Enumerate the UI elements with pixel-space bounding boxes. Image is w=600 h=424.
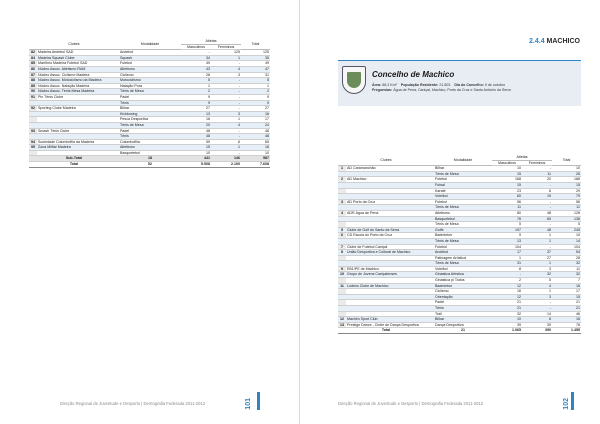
row-index: 82: [31, 50, 35, 55]
male-count: 15: [492, 182, 522, 188]
female-count: 3: [522, 266, 552, 272]
total-row-female: 390: [522, 328, 552, 334]
total-row-male: 5.508: [181, 162, 211, 168]
club-name: Madeira Andebol SAD: [37, 50, 119, 56]
right-page-bar: [571, 392, 574, 410]
female-count: 125: [211, 50, 241, 56]
club-name: Machim Sport Club: [346, 317, 434, 323]
female-count: 11: [522, 171, 552, 177]
club-name: Ludens Clube de Machico: [346, 283, 434, 289]
female-count: 6: [211, 139, 241, 145]
female-count: 48: [522, 210, 552, 216]
modality: Futebol: [434, 199, 492, 205]
row-index: 87: [31, 72, 35, 77]
modality: Padel: [119, 94, 181, 100]
right-table-body: [338, 166, 581, 334]
row-index: 10: [340, 272, 344, 277]
total-count: 27: [241, 106, 270, 112]
row-index: 89: [31, 83, 35, 88]
total-count: 16: [552, 317, 581, 323]
female-count: 1: [211, 117, 241, 123]
modality: Patinagem Artística: [434, 255, 492, 261]
total-count: 54: [552, 250, 581, 256]
right-clubs-table: [338, 155, 581, 334]
total-count: 15: [552, 182, 581, 188]
female-count: 4: [522, 283, 552, 289]
female-count: 19: [522, 194, 552, 200]
row-index: 85: [31, 61, 35, 66]
club-name: ADR Água de Pena: [346, 210, 434, 216]
row-index: 90: [31, 89, 35, 94]
row-index: 1: [338, 166, 346, 172]
chapter-title: MACHICO: [546, 38, 580, 45]
modality: Pesca Desportiva: [119, 117, 181, 123]
male-count: 10: [492, 317, 522, 323]
header-modalidade: Modalidade: [119, 39, 181, 50]
row-index: 6: [338, 233, 346, 239]
female-count: -: [211, 83, 241, 89]
total-count: 9: [241, 100, 270, 106]
male-count: 104: [492, 244, 522, 250]
total-count: 245: [552, 227, 581, 233]
total-count: 136: [552, 216, 581, 222]
total-count: 10: [241, 150, 270, 156]
total-count: 78: [552, 322, 581, 328]
header-femininos: Femininos: [522, 160, 552, 166]
male-count: 9: [181, 94, 211, 100]
total-count: 21: [552, 306, 581, 312]
male-count: 23: [492, 188, 522, 194]
club-name: Clube de Futebol Caniçal: [346, 244, 434, 250]
total-count: 125: [241, 50, 270, 56]
female-count: 3: [211, 111, 241, 117]
total-row-modalities: 21: [434, 328, 492, 334]
modality: Columbofilia: [119, 139, 181, 145]
female-count: -: [211, 134, 241, 140]
area-label: Área:: [372, 83, 382, 87]
area-value: 68,3 Km²: [382, 83, 397, 87]
modality: Atletismo: [119, 145, 181, 151]
subtotal-row-label: Sub-Total: [29, 156, 119, 162]
female-count: -: [522, 300, 552, 306]
modality: Voleibol: [434, 194, 492, 200]
male-count: 1: [181, 83, 211, 89]
male-count: 20: [181, 122, 211, 128]
total-count: 21: [552, 300, 581, 306]
male-count: 9: [181, 100, 211, 106]
male-count: 13: [181, 111, 211, 117]
total-count: 24: [241, 122, 270, 128]
total-count: 46: [552, 311, 581, 317]
total-count: 56: [552, 199, 581, 205]
modality: Ciclismo: [434, 289, 492, 295]
female-count: -: [211, 94, 241, 100]
female-count: 3: [211, 72, 241, 78]
male-count: 48: [181, 128, 211, 134]
row-index: 11: [338, 283, 346, 289]
female-count: 1: [211, 145, 241, 151]
female-count: 4: [211, 66, 241, 72]
modality: Motociclismo: [119, 78, 181, 84]
total-count: 11: [552, 205, 581, 211]
population-value: 21.803: [439, 83, 451, 87]
modality: Orientação: [434, 294, 492, 300]
female-count: 1: [211, 55, 241, 61]
modality: Basquetebol: [434, 216, 492, 222]
total-row: [29, 162, 270, 168]
male-count: 31: [492, 261, 522, 267]
total-row-total: 7.608: [241, 162, 270, 168]
header-modalidade: Modalidade: [434, 155, 492, 166]
male-count: 15: [181, 145, 211, 151]
header-clubes: Clubes: [29, 39, 119, 50]
club-name: Clube de Golf do Santo da Serra: [346, 227, 434, 233]
female-count: -: [211, 128, 241, 134]
club-name: Núcleo Assoc. Ciclismo Madeira: [37, 72, 119, 78]
male-count: 12: [492, 283, 522, 289]
club-name: Pin Ténis Clube: [37, 94, 119, 100]
modality: Basquetebol: [119, 150, 181, 156]
female-count: 1: [522, 233, 552, 239]
left-page-bar: [257, 392, 260, 410]
male-count: 8: [492, 266, 522, 272]
subtotal-row-male: 441: [181, 156, 211, 162]
row-index: 93: [31, 128, 35, 133]
female-count: -: [211, 61, 241, 67]
club-name: AD Machico: [346, 177, 434, 183]
club-name: Sociedade Columbófila da Madeira: [37, 139, 119, 145]
female-count: -: [522, 222, 552, 228]
male-count: 39: [492, 322, 522, 328]
total-count: 32: [552, 272, 581, 278]
club-name: Prestige Dance - Clube de Dança Desportiva: [346, 322, 434, 328]
chapter-number: 2.4.4: [529, 38, 545, 45]
male-count: 28: [181, 72, 211, 78]
female-count: -: [522, 205, 552, 211]
male-count: 21: [492, 300, 522, 306]
male-count: 12: [492, 294, 522, 300]
club-name: CD Escola do Porto da Cruz: [346, 233, 434, 239]
subtotal-row: [29, 156, 270, 162]
total-count: 48: [241, 134, 270, 140]
modality: Bilhar: [434, 166, 492, 172]
header-total: Total: [552, 155, 581, 166]
male-count: 11: [492, 205, 522, 211]
row-index: 13: [340, 322, 344, 327]
row-index: 12: [340, 317, 344, 322]
total-count: 5: [552, 222, 581, 228]
male-count: 17: [492, 250, 522, 256]
footer-left-text: Direção Regional de Juventude e Desporto | Demografia Federada 2011-2012: [60, 401, 206, 406]
row-index: 5: [338, 227, 346, 233]
female-count: -: [522, 182, 552, 188]
modality: Squash: [119, 55, 181, 61]
modality: Futebol: [434, 244, 492, 250]
header-atletas: Atletas: [181, 39, 241, 44]
male-count: 80: [492, 210, 522, 216]
club-name: Núcleo Assoc. Atletismo RAM: [37, 66, 119, 72]
total-count: 16: [552, 283, 581, 289]
female-count: 39: [522, 322, 552, 328]
subtotal-row-total: 587: [241, 156, 270, 162]
total-count: 5: [241, 78, 270, 84]
modality: Andebol: [119, 50, 181, 56]
total-count: 65: [241, 139, 270, 145]
concelho-info-box: [338, 60, 581, 106]
row-index: 92: [31, 106, 35, 111]
female-count: 1: [522, 238, 552, 244]
modality: Ténis de Mesa: [434, 205, 492, 211]
female-count: -: [522, 166, 552, 172]
header-total: Total: [241, 39, 270, 50]
crest-icon: [342, 66, 366, 94]
modality: Ténis de Mesa: [434, 261, 492, 267]
modality: Ténis: [119, 134, 181, 140]
modality: Futebol: [119, 61, 181, 67]
male-count: 76: [492, 216, 522, 222]
total-count: 2: [241, 89, 270, 95]
club-name: União Desportiva e Cultural de Machico: [346, 250, 434, 256]
male-count: 60: [492, 194, 522, 200]
total-count: 48: [241, 128, 270, 134]
female-count: 37: [522, 250, 552, 256]
modality: Badminton: [434, 283, 492, 289]
total-count: 26: [552, 171, 581, 177]
female-count: -: [522, 199, 552, 205]
total-row-total: 1.455: [552, 328, 581, 334]
modality: Ténis: [434, 306, 492, 312]
row-index: 86: [31, 66, 35, 71]
modality: Ténis: [119, 100, 181, 106]
male-count: 168: [492, 177, 522, 183]
club-name: AD Porto da Cruz: [346, 199, 434, 205]
female-count: 32: [522, 272, 552, 278]
total-count: 104: [552, 244, 581, 250]
modality: Ténis de Mesa: [119, 89, 181, 95]
day-label: Dia do Concelho:: [454, 83, 484, 87]
total-row-label: Total: [29, 162, 119, 168]
male-count: 49: [181, 61, 211, 67]
total-count: 9: [241, 94, 270, 100]
male-count: 34: [181, 55, 211, 61]
female-count: 20: [522, 177, 552, 183]
club-name: Grupo de Jovens Caniçalenses: [346, 272, 434, 278]
club-name: Madeira Squash Clube: [37, 55, 119, 61]
total-row-modalities: 52: [119, 162, 181, 168]
male-count: 10: [492, 166, 522, 172]
modality: Badminton: [434, 233, 492, 239]
modality: Andebol: [434, 250, 492, 256]
row-index: 88: [31, 78, 35, 83]
total-row-label: Total: [338, 328, 434, 334]
male-count: 21: [492, 306, 522, 312]
male-count: 1: [492, 255, 522, 261]
modality: Ténis de Mesa: [434, 171, 492, 177]
male-count: -: [492, 272, 522, 278]
modality: Ténis de Mesa: [434, 238, 492, 244]
total-count: 47: [241, 66, 270, 72]
male-count: 32: [492, 311, 522, 317]
concelho-details: [372, 83, 572, 93]
female-count: -: [522, 244, 552, 250]
total-count: 29: [552, 188, 581, 194]
day-value: 9 de outubro: [484, 83, 506, 87]
female-count: 60: [522, 216, 552, 222]
left-table-body: [29, 50, 270, 167]
modality: Padel: [119, 128, 181, 134]
female-count: -: [211, 89, 241, 95]
total-count: 128: [552, 210, 581, 216]
right-page-number: 102: [563, 398, 570, 410]
male-count: 56: [492, 199, 522, 205]
modality: Padel: [434, 300, 492, 306]
row-index: 3: [338, 199, 346, 205]
male-count: 48: [181, 134, 211, 140]
female-count: 48: [522, 227, 552, 233]
club-name: Smash Ténis Clube: [37, 128, 119, 134]
modality: Ginástica p/ Todos: [434, 278, 492, 284]
club-name: Núcleo Assoc. Natação Madeira: [37, 83, 119, 89]
female-count: 4: [211, 122, 241, 128]
row-index: 4: [338, 210, 346, 216]
population-label: População Residente:: [400, 83, 439, 87]
modality: Trail: [434, 311, 492, 317]
male-count: 10: [181, 150, 211, 156]
club-name: Sporting Clube Madeira: [37, 106, 119, 112]
female-count: 14: [522, 311, 552, 317]
female-count: 1: [522, 261, 552, 267]
total-count: 7: [552, 278, 581, 284]
total-count: 32: [552, 261, 581, 267]
female-count: 6: [522, 317, 552, 323]
total-count: 188: [552, 177, 581, 183]
female-count: -: [211, 150, 241, 156]
total-count: 10: [552, 233, 581, 239]
header-masculinos: Masculinos: [492, 160, 522, 166]
parishes-label: Freguesias:: [372, 88, 393, 92]
total-count: 79: [552, 194, 581, 200]
female-count: 1: [522, 289, 552, 295]
row-index: 7: [338, 244, 346, 250]
modality: Golfe: [434, 227, 492, 233]
male-count: -: [181, 50, 211, 56]
female-count: -: [211, 78, 241, 84]
modality: Kickboxing: [119, 111, 181, 117]
modality: Atletismo: [434, 210, 492, 216]
male-count: 2: [181, 89, 211, 95]
total-count: 31: [241, 72, 270, 78]
female-count: -: [211, 106, 241, 112]
header-atletas: Atletas: [492, 155, 552, 160]
male-count: 59: [181, 139, 211, 145]
male-count: 197: [492, 227, 522, 233]
female-count: 6: [522, 188, 552, 194]
row-index: 91: [31, 94, 35, 99]
modality: Futebol: [434, 177, 492, 183]
male-count: 27: [181, 106, 211, 112]
total-count: 10: [552, 166, 581, 172]
concelho-title: Concelho de Machico: [372, 70, 455, 79]
total-row: [338, 328, 581, 334]
male-count: 16: [492, 289, 522, 295]
footer-right-text: Direção Regional de Juventude e Desporto | Demografia Federada 2011-2012: [338, 401, 484, 406]
female-count: 27: [522, 255, 552, 261]
total-count: 1: [241, 83, 270, 89]
total-count: 28: [552, 255, 581, 261]
total-count: 35: [241, 55, 270, 61]
male-count: 5: [492, 222, 522, 228]
row-index: 2: [338, 177, 346, 183]
club-name: EB1/PE de Machico: [346, 266, 434, 272]
parishes-value: Água de Pena, Caniçal, Machico, Porto da Cruz e Santo António da Serra: [393, 88, 511, 92]
header-clubes: Clubes: [338, 155, 434, 166]
female-count: 3: [522, 294, 552, 300]
total-count: 14: [552, 238, 581, 244]
total-count: 17: [241, 117, 270, 123]
header-masculinos: Masculinos: [181, 44, 211, 50]
total-row-female: 2.100: [211, 162, 241, 168]
male-count: 2: [492, 278, 522, 284]
modality: Ténis de Mesa: [119, 122, 181, 128]
modality: Futsal: [434, 182, 492, 188]
left-page-number: 101: [245, 398, 252, 410]
club-name: Núcleo Assoc. Ténis Mesa Madeira: [37, 89, 119, 95]
modality: Ciclismo: [119, 72, 181, 78]
male-count: 13: [492, 238, 522, 244]
row-index: 9: [338, 266, 346, 272]
total-count: 16: [241, 111, 270, 117]
total-count: 15: [552, 294, 581, 300]
modality: Karaté: [434, 188, 492, 194]
modality: Voleibol: [434, 266, 492, 272]
chapter-heading: [529, 38, 580, 45]
subtotal-row-female: 146: [211, 156, 241, 162]
male-count: 5: [181, 78, 211, 84]
header-femininos: Femininos: [211, 44, 241, 50]
club-name: Zona Militar Madeira: [37, 145, 119, 151]
subtotal-row-modalities: 18: [119, 156, 181, 162]
male-count: 9: [492, 233, 522, 239]
left-clubs-table: [29, 39, 270, 168]
male-count: 15: [492, 171, 522, 177]
male-count: 16: [181, 117, 211, 123]
total-count: 17: [552, 289, 581, 295]
total-count: 11: [552, 266, 581, 272]
total-row-male: 1.065: [492, 328, 522, 334]
male-count: 43: [181, 66, 211, 72]
modality: Atletismo: [119, 66, 181, 72]
female-count: -: [211, 100, 241, 106]
modality: Bilhar: [434, 317, 492, 323]
female-count: 5: [522, 278, 552, 284]
modality: Natação Pura: [119, 83, 181, 89]
club-name: Núcleo Assoc. Motociclismo da Madeira: [37, 78, 119, 84]
club-name: Marítimo Madeira Futebol SAD: [37, 61, 119, 67]
row-index: 8: [338, 250, 346, 256]
row-index: 84: [31, 55, 35, 60]
modality: Dança Desportiva: [434, 322, 492, 328]
club-name: AD Caramanchão: [346, 166, 434, 172]
row-index: 94: [31, 139, 35, 144]
total-count: 49: [241, 61, 270, 67]
total-count: 16: [241, 145, 270, 151]
modality: Ténis de Mesa: [434, 222, 492, 228]
modality: Ginástica Artística: [434, 272, 492, 278]
female-count: -: [522, 306, 552, 312]
modality: Bilhar: [119, 106, 181, 112]
row-index: 95: [31, 145, 35, 150]
